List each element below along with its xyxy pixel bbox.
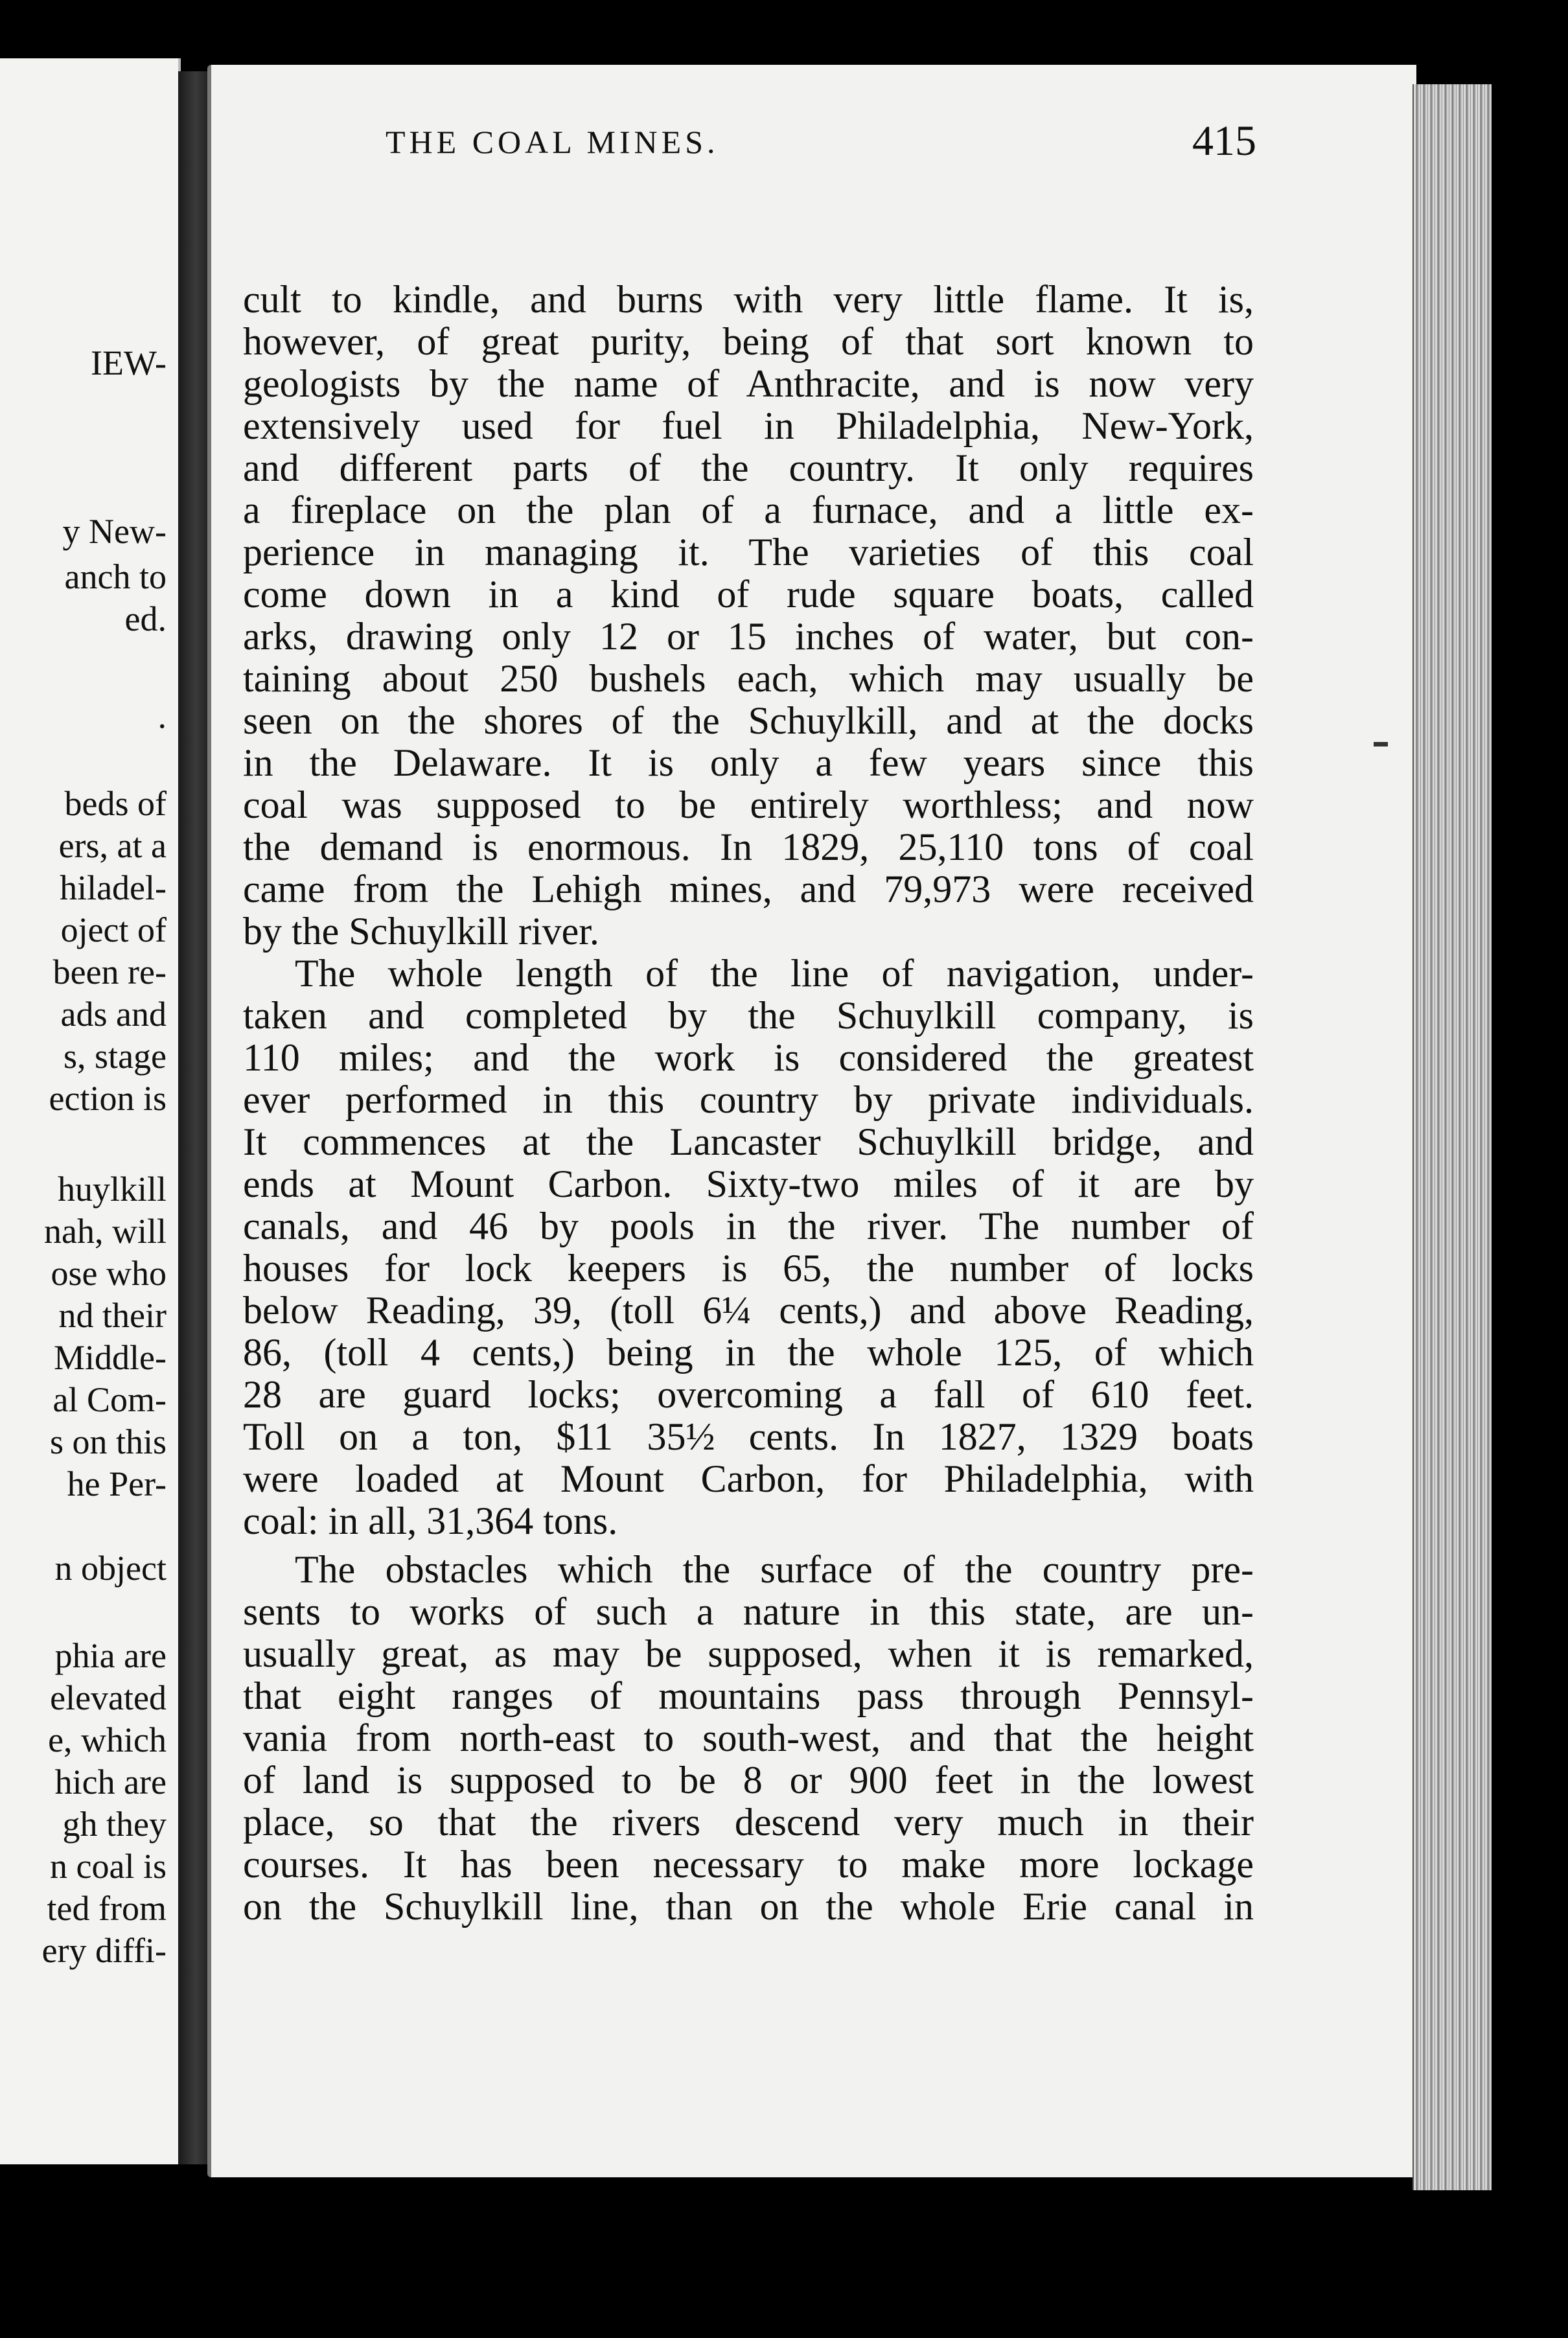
left-page [0, 58, 181, 2164]
left-line: IEW- [91, 343, 167, 382]
left-line: ads and [60, 995, 167, 1034]
left-line: ed. [124, 599, 167, 638]
text-line: It commences at the Lancaster Schuylkill bridge, and [243, 1120, 1254, 1163]
text-line: seen on the shores of the Schuylkill, and at the docks [243, 699, 1254, 742]
left-line: s on this [49, 1422, 167, 1461]
text-line: taken and completed by the Schuylkill company, is [243, 994, 1254, 1037]
text-line: vania from north-east to south-west, and that the height [243, 1717, 1254, 1759]
left-line: al Com- [52, 1380, 167, 1419]
text-line: the demand is enormous. In 1829, 25,110 tons of coal [243, 826, 1254, 868]
text-line: 28 are guard locks; overcoming a fall of 610 feet. [243, 1373, 1254, 1416]
left-line: nd their [58, 1296, 167, 1335]
text-line: were loaded at Mount Carbon, for Philadelphia, with [243, 1457, 1254, 1500]
left-line: n coal is [50, 1847, 167, 1886]
text-line: 110 miles; and the work is considered the greatest [243, 1036, 1254, 1079]
text-line: that eight ranges of mountains pass through Pennsyl- [243, 1674, 1254, 1717]
left-line: . [157, 697, 167, 735]
text-line: below Reading, 39, (toll 6¼ cents,) and above Reading, [243, 1289, 1254, 1332]
margin-mark [1374, 742, 1388, 747]
left-line: phia are [54, 1636, 167, 1675]
text-line: houses for lock keepers is 65, the number of locks [243, 1247, 1254, 1290]
left-line: oject of [60, 910, 167, 949]
text-line: 86, (toll 4 cents,) being in the whole 125, of which [243, 1331, 1254, 1374]
text-line: a fireplace on the plan of a furnace, and a little ex- [243, 489, 1254, 531]
left-line: nah, will [44, 1212, 167, 1251]
text-line: came from the Lehigh mines, and 79,973 were received [243, 868, 1254, 910]
text-line: coal: in all, 31,364 tons. [243, 1499, 618, 1542]
text-line: of land is supposed to be 8 or 900 feet in the lowest [243, 1759, 1254, 1801]
page-number: 415 [1192, 117, 1256, 165]
left-line: he Per- [67, 1464, 167, 1503]
left-line: elevated [50, 1678, 167, 1717]
left-line: anch to [64, 557, 167, 596]
text-line: perience in managing it. The varieties of this coal [243, 531, 1254, 573]
text-line: Toll on a ton, $11 35½ cents. In 1827, 1329 boats [243, 1415, 1254, 1458]
left-line: ose who [51, 1254, 167, 1293]
text-line: ever performed in this country by private individuals. [243, 1078, 1254, 1121]
text-line: The whole length of the line of navigation, under- [295, 952, 1254, 995]
text-line: arks, drawing only 12 or 15 inches of water, but con- [243, 615, 1254, 658]
text-line: ends at Mount Carbon. Sixty-two miles of it are by [243, 1163, 1254, 1205]
text-line: courses. It has been necessary to make more lockage [243, 1843, 1254, 1886]
left-line: hiladel- [60, 868, 167, 907]
left-line: beds of [64, 784, 167, 823]
left-line: s, stage [63, 1037, 167, 1076]
left-line: Middle- [54, 1338, 167, 1377]
left-line: y New- [62, 512, 167, 551]
left-line: hich are [54, 1763, 167, 1801]
left-line: been re- [52, 953, 167, 991]
text-line: by the Schuylkill river. [243, 910, 599, 953]
running-head: THE COAL MINES. [386, 124, 719, 160]
text-line: usually great, as may be supposed, when it is remarked, [243, 1632, 1254, 1675]
text-line: on the Schuylkill line, than on the whole Erie canal in [243, 1885, 1254, 1928]
text-line: come down in a kind of rude square boats, called [243, 573, 1254, 616]
text-line: and different parts of the country. It only requires [243, 446, 1254, 489]
left-line: e, which [48, 1720, 167, 1759]
left-line: ection is [49, 1079, 167, 1118]
left-line: ers, at a [58, 826, 167, 865]
text-line: coal was supposed to be entirely worthless; and now [243, 783, 1254, 826]
text-line: however, of great purity, being of that sort known to [243, 320, 1254, 363]
text-line: in the Delaware. It is only a few years since this [243, 741, 1254, 784]
left-line: ery diffi- [41, 1931, 167, 1970]
left-line: n object [54, 1549, 167, 1588]
left-line: gh they [62, 1805, 167, 1844]
text-line: geologists by the name of Anthracite, and is now very [243, 362, 1254, 405]
text-line: canals, and 46 by pools in the river. The number of [243, 1205, 1254, 1247]
left-line: ted from [47, 1889, 167, 1928]
left-line: huylkill [57, 1170, 167, 1209]
text-line: taining about 250 bushels each, which may usually be [243, 657, 1254, 700]
text-line: sents to works of such a nature in this state, are un- [243, 1590, 1254, 1633]
text-line: place, so that the rivers descend very much in their [243, 1801, 1254, 1844]
page-edges [1412, 84, 1492, 2190]
text-line: The obstacles which the surface of the country pre- [295, 1548, 1254, 1591]
text-line: extensively used for fuel in Philadelphia, New-York, [243, 404, 1254, 447]
text-line: cult to kindle, and burns with very little flame. It is, [243, 278, 1254, 321]
